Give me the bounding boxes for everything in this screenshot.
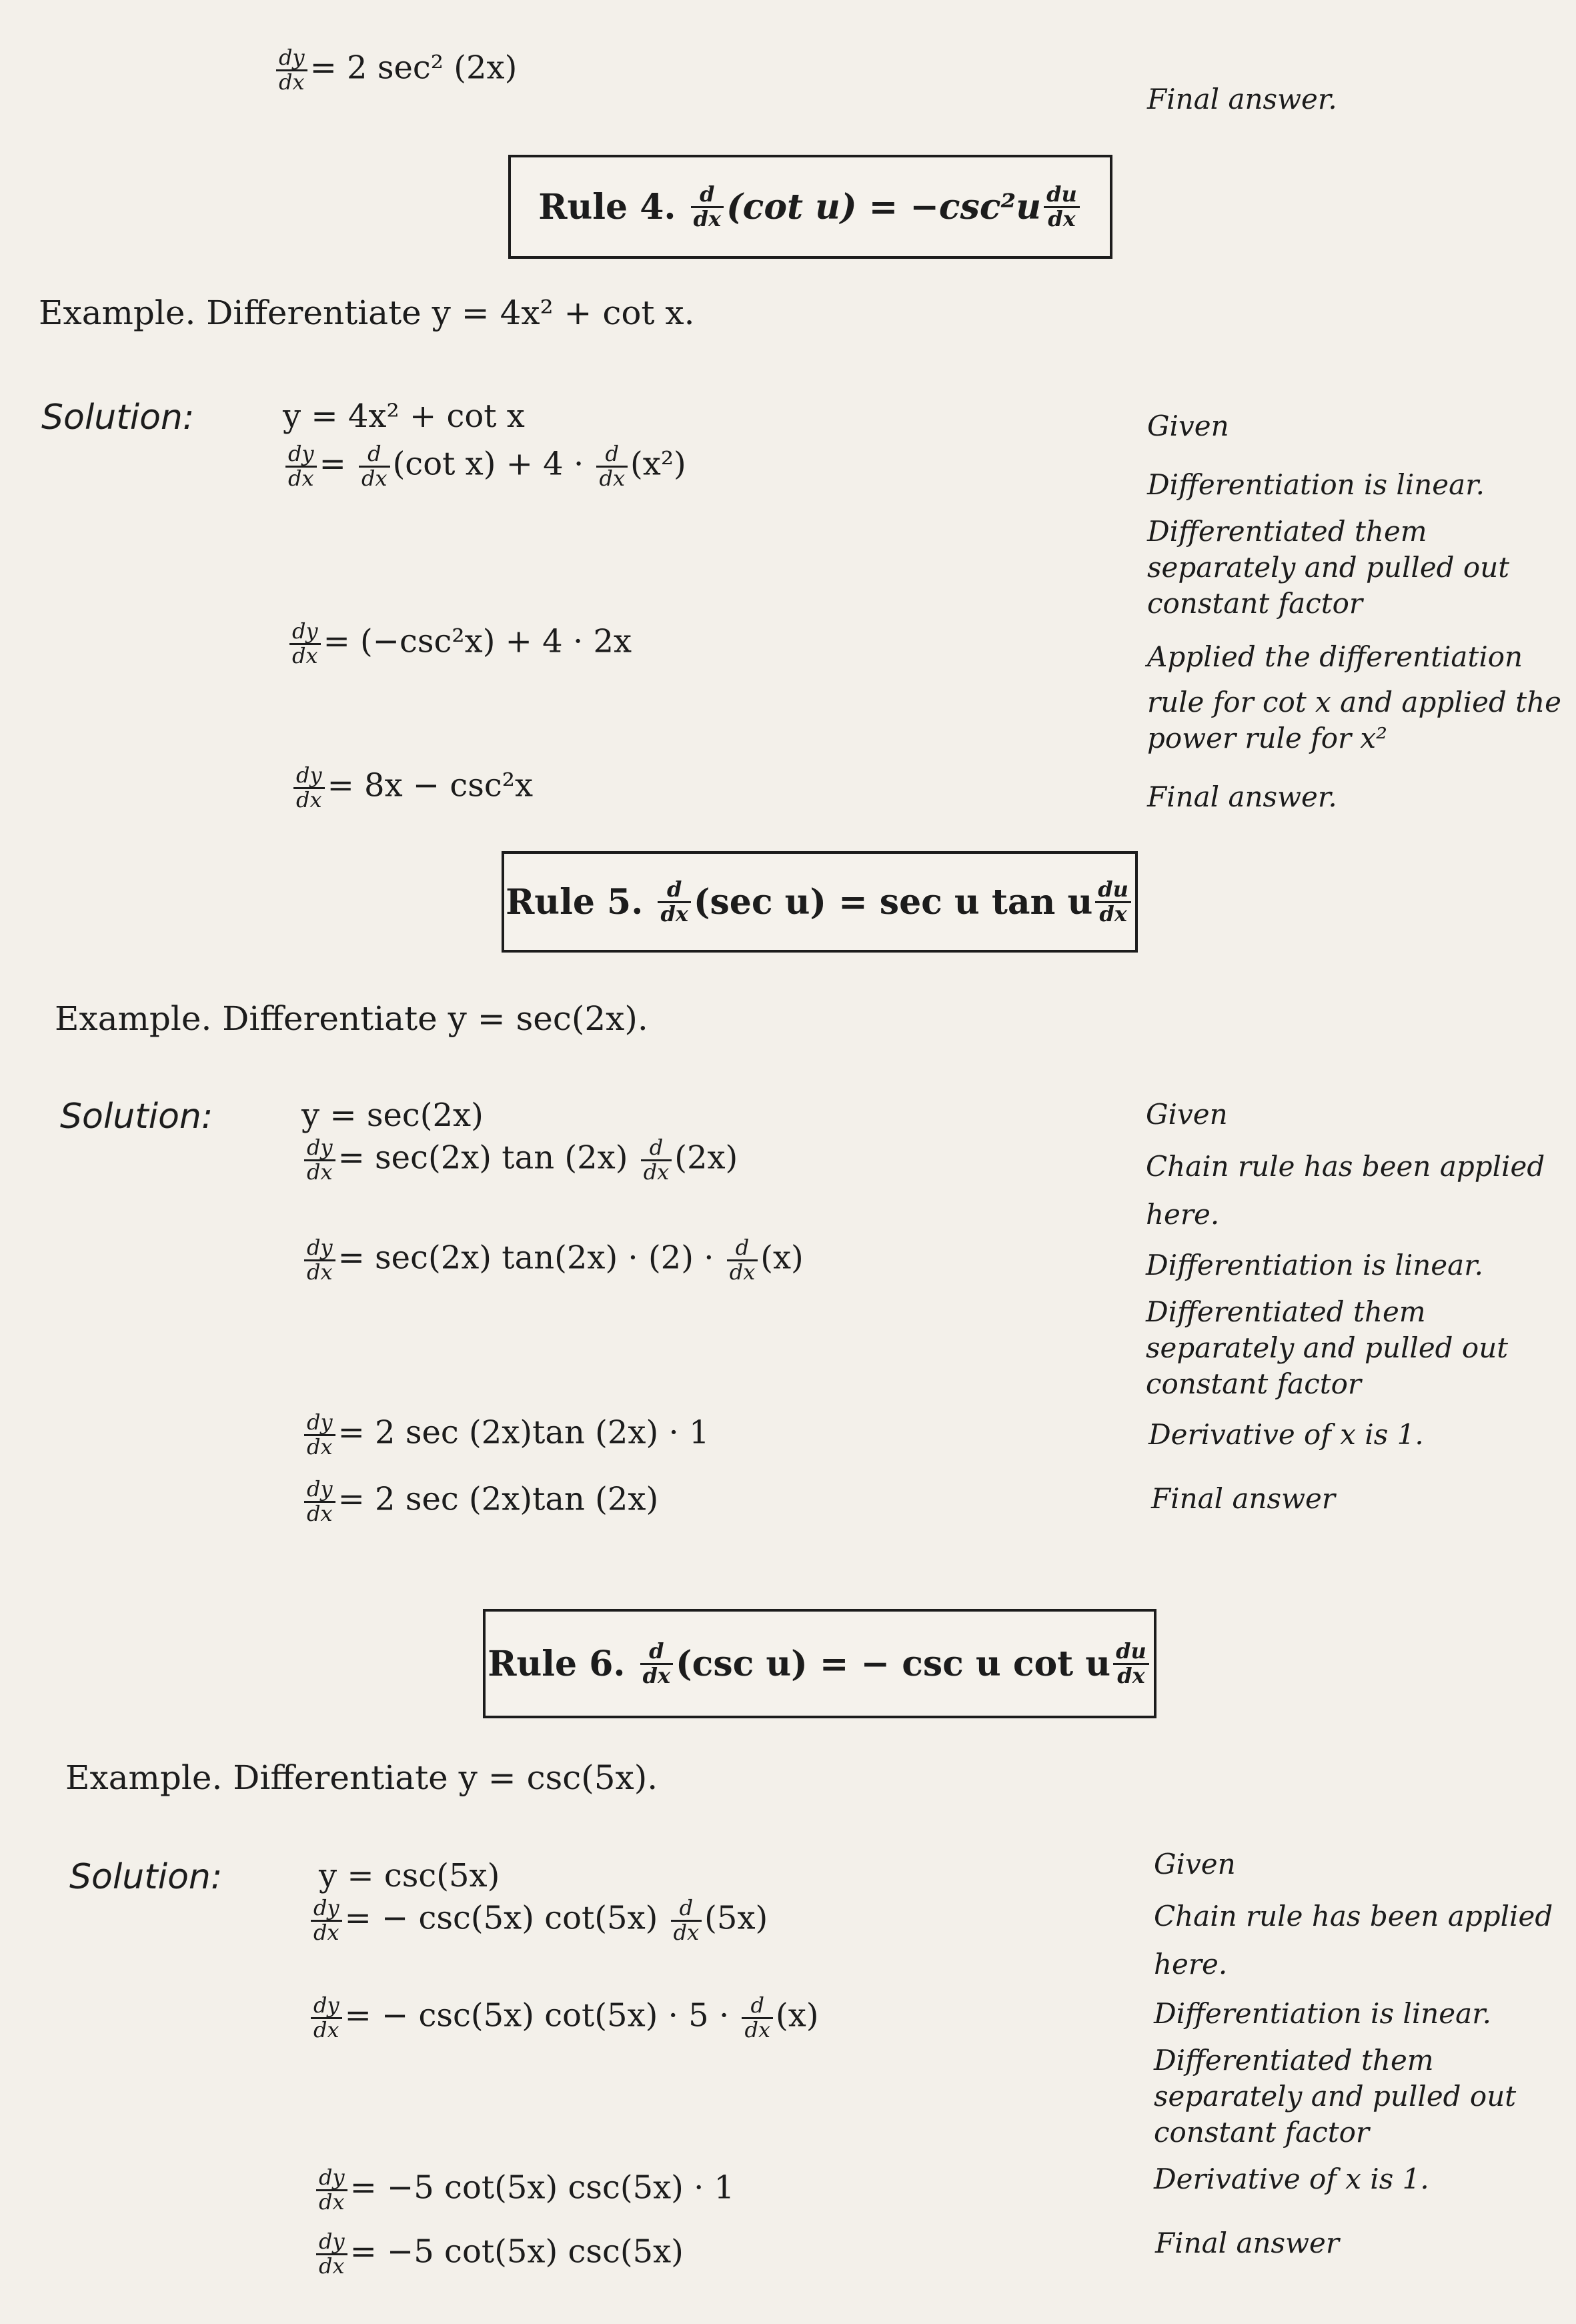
rule-6-label: Rule 6. [488, 1643, 626, 1684]
ex4-note-linear: Differentiation is linear. [1147, 468, 1485, 501]
rule-4-label: Rule 4. [538, 186, 676, 227]
ex4-note-final: Final answer. [1147, 780, 1337, 813]
ex6-step-3: $\frac{dy}{dx}$ = − csc(5x) cot(5x) · 5 · $\frac{d}{dx}$ (x) [308, 1994, 819, 2041]
ex5-note-derivative: Derivative of x is 1. [1148, 1418, 1424, 1451]
ex4-step-4: $\frac{dy}{dx}$ = 8x − csc²x [291, 764, 533, 811]
ex6-step-2: $\frac{dy}{dx}$ = − csc(5x) cot(5x) $\frac{d}{dx}$ (5x) [308, 1897, 768, 1944]
rule-6-expression: (csc u) = − csc u cot u [676, 1643, 1111, 1684]
ex5-step-2: $\frac{dy}{dx}$ = sec(2x) tan (2x) $\frac{d}{dx}$ (2x) [301, 1137, 738, 1183]
example-6-prompt: Example. Differentiate y = csc(5x). [65, 1758, 658, 1797]
solution-6-label: Solution: [69, 1857, 223, 1897]
ex5-note-given: Given [1146, 1098, 1228, 1131]
ex4-step-3: $\frac{dy}{dx}$ = (−csc²x) + 4 · 2x [287, 620, 632, 667]
ex6-note-linear: Differentiation is linear. [1154, 1997, 1492, 2030]
ex5-note-linear: Differentiation is linear. [1146, 1249, 1484, 1281]
ex6-note-final: Final answer [1155, 2227, 1339, 2259]
du-dx-fraction: $\frac{du}{dx}$ [1044, 183, 1080, 230]
ex6-note-chain: Chain rule has been applied here. [1154, 1900, 1553, 1980]
rule-4-box [508, 155, 1112, 259]
top-note: Final answer. [1147, 83, 1337, 115]
ex4-note-separately: Differentiated them separately and pulled out constant factor [1147, 515, 1510, 620]
ex5-step-1: y = sec(2x) [301, 1097, 484, 1134]
ex6-step-1: y = csc(5x) [319, 1857, 500, 1894]
ex5-note-final: Final answer [1151, 1482, 1335, 1515]
rule-6-box: Rule 6. $\frac{d}{dx}$ (csc u) = − csc u cot u $\frac{du}{dx}$ [483, 1609, 1156, 1718]
ex5-note-separately: Differentiated them separately and pulled out constant factor [1146, 1295, 1509, 1400]
ex5-step-5: $\frac{dy}{dx}$ = 2 sec (2x)tan (2x) [301, 1478, 658, 1525]
ex5-note-chain: Chain rule has been applied here. [1146, 1150, 1545, 1231]
ex4-note-rule: Applied the differentiation rule for cot x and applied the power rule for x² [1147, 640, 1561, 754]
ex6-step-4: $\frac{dy}{dx}$ = −5 cot(5x) csc(5x) · 1 [313, 2167, 734, 2213]
rule-4-expression: (cot u) = −csc²u [726, 186, 1042, 227]
ex4-step-2: $\frac{dy}{dx}$ = $\frac{d}{dx}$ (cot x) + 4 · $\frac{d}{dx}$ (x²) [283, 443, 686, 490]
ex6-note-separately: Differentiated them separately and pulled out constant factor [1154, 2044, 1517, 2149]
solution-4-label: Solution: [41, 398, 195, 438]
top-equation: $\frac{dy}{dx}$ = 2 sec² (2x) [273, 47, 517, 93]
solution-5-label: Solution: [60, 1097, 213, 1137]
d-dx-fraction: $\frac{d}{dx}$ [691, 183, 724, 230]
ex5-step-4: $\frac{dy}{dx}$ = 2 sec (2x)tan (2x) · 1 [301, 1411, 710, 1458]
rule-5-expression: (sec u) = sec u tan u [693, 881, 1093, 923]
ex4-step-1: y = 4x² + cot x [283, 398, 525, 435]
ex6-note-given: Given [1154, 1848, 1236, 1880]
ex6-note-derivative: Derivative of x is 1. [1154, 2163, 1429, 2195]
ex6-step-5: $\frac{dy}{dx}$ = −5 cot(5x) csc(5x) [313, 2231, 684, 2277]
rule-5-label: Rule 5. [506, 881, 644, 923]
dy-dx-fraction: $\frac{dy}{dx}$ [276, 47, 307, 93]
example-5-prompt: Example. Differentiate y = sec(2x). [55, 999, 648, 1038]
ex5-step-3: $\frac{dy}{dx}$ = sec(2x) tan(2x) · (2) · $\frac{d}{dx}$ (x) [301, 1237, 804, 1283]
ex4-note-given: Given [1147, 410, 1229, 442]
rule-5-box: Rule 5. $\frac{d}{dx}$ (sec u) = sec u tan u $\frac{du}{dx}$ [502, 851, 1138, 953]
example-4-prompt: Example. Differentiate y = 4x² + cot x. [39, 294, 695, 332]
